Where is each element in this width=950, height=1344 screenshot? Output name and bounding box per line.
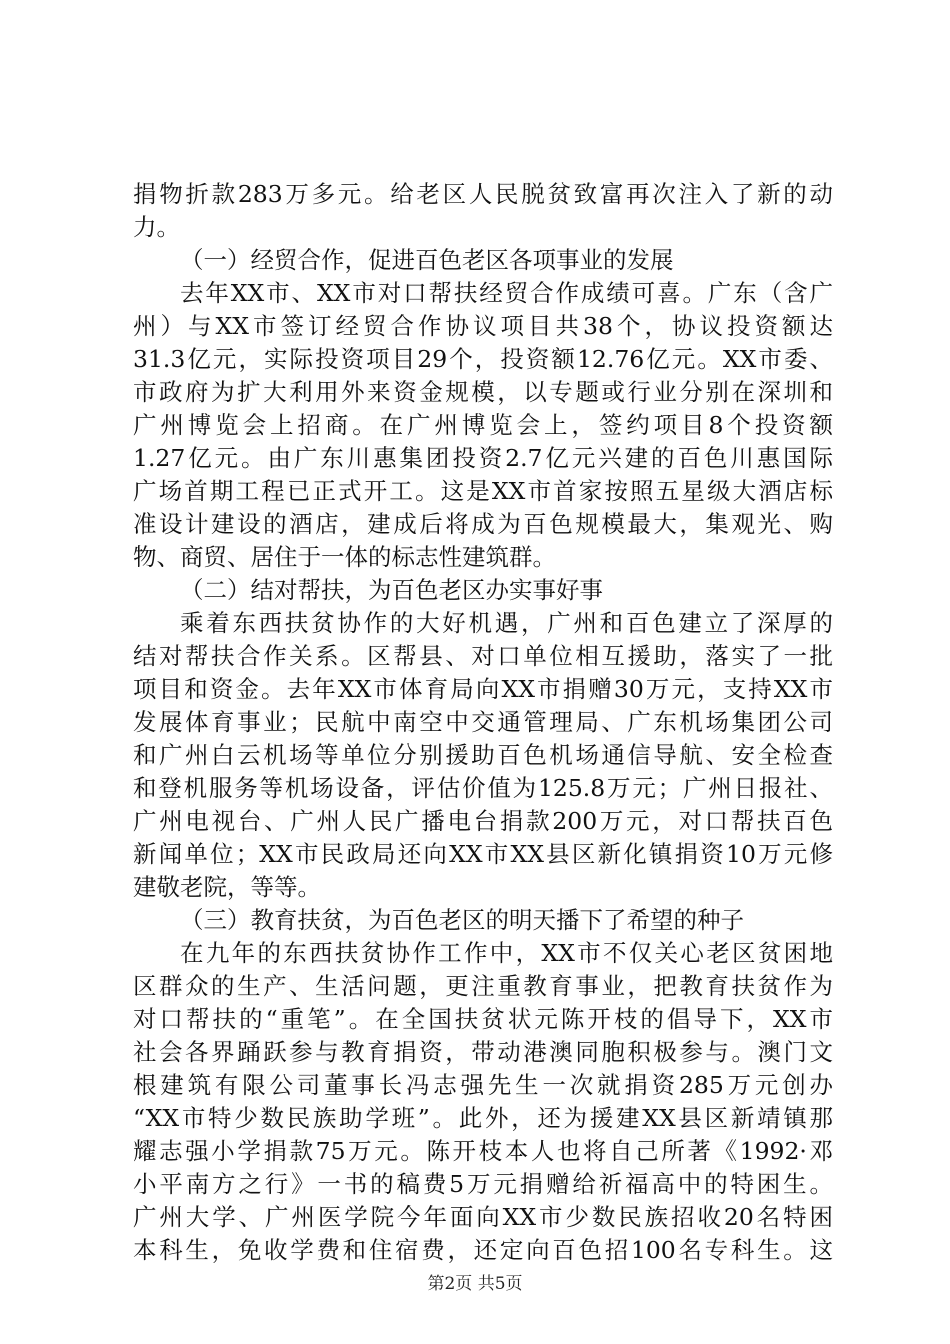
section-heading: （二）结对帮扶，为百色老区办实事好事 bbox=[180, 576, 603, 604]
text-line: 和登机服务等机场设备，评估价值为125.8万元；广州日报社、 bbox=[133, 774, 833, 802]
text-line: 耀志强小学捐款75万元。陈开枝本人也将自己所著《1992·邓 bbox=[133, 1137, 833, 1165]
text-line: 乘着东西扶贫协作的大好机遇，广州和百色建立了深厚的 bbox=[180, 609, 833, 637]
text-line: 本科生，免收学费和住宿费，还定向百色招100名专科生。这 bbox=[133, 1236, 833, 1264]
text-line: 小平南方之行》一书的稿费5万元捐赠给祈福高中的特困生。 bbox=[133, 1170, 833, 1198]
text-line: 对口帮扶的“重笔”。在全国扶贫状元陈开枝的倡导下，XX市 bbox=[133, 1005, 833, 1033]
text-line: 建敬老院，等等。 bbox=[133, 873, 321, 901]
text-line: 项目和资金。去年XX市体育局向XX市捐赠30万元，支持XX市 bbox=[133, 675, 833, 703]
text-line: 广州大学、广州医学院今年面向XX市少数民族招收20名特困 bbox=[133, 1203, 833, 1231]
text-line: 广州电视台、广州人民广播电台捐款200万元，对口帮扶百色 bbox=[133, 807, 833, 835]
text-line: 州）与XX市签订经贸合作协议项目共38个，协议投资额达 bbox=[133, 312, 833, 340]
text-line: 区群众的生产、生活问题，更注重教育事业，把教育扶贫作为 bbox=[133, 972, 833, 1000]
page-number-footer: 第2页 共5页 bbox=[427, 1274, 523, 1294]
text-line: 力。 bbox=[133, 213, 180, 241]
text-line: 结对帮扶合作关系。区帮县、对口单位相互援助，落实了一批 bbox=[133, 642, 833, 670]
document-body bbox=[133, 178, 833, 1267]
text-line: 发展体育事业；民航中南空中交通管理局、广东机场集团公司 bbox=[133, 708, 833, 736]
text-line: 1.27亿元。由广东川惠集团投资2.7亿元兴建的百色川惠国际 bbox=[133, 444, 833, 472]
text-line: 社会各界踊跃参与教育捐资，带动港澳同胞积极参与。澳门文 bbox=[133, 1038, 833, 1066]
text-line: 在九年的东西扶贫协作工作中，XX市不仅关心老区贫困地 bbox=[180, 939, 833, 967]
text-line: 准设计建设的酒店，建成后将成为百色规模最大，集观光、购 bbox=[133, 510, 833, 538]
text-line: 和广州白云机场等单位分别援助百色机场通信导航、安全检查 bbox=[133, 741, 833, 769]
text-line: “XX市特少数民族助学班”。此外，还为援建XX县区新靖镇那 bbox=[133, 1104, 833, 1132]
text-line: 广场首期工程已正式开工。这是XX市首家按照五星级大酒店标 bbox=[133, 477, 833, 505]
section-heading: （一）经贸合作，促进百色老区各项事业的发展 bbox=[180, 246, 674, 274]
section-heading: （三）教育扶贫，为百色老区的明天播下了希望的种子 bbox=[180, 906, 744, 934]
text-line: 31.3亿元，实际投资项目29个，投资额12.76亿元。XX市委、 bbox=[133, 345, 833, 373]
text-line: 去年XX市、XX市对口帮扶经贸合作成绩可喜。广东（含广 bbox=[180, 279, 833, 307]
text-line: 根建筑有限公司董事长冯志强先生一次就捐资285万元创办 bbox=[133, 1071, 833, 1099]
text-line: 新闻单位；XX市民政局还向XX市XX县区新化镇捐资10万元修 bbox=[133, 840, 833, 868]
text-line: 广州博览会上招商。在广州博览会上，签约项目8个投资额 bbox=[133, 411, 833, 439]
text-line: 物、商贸、居住于一体的标志性建筑群。 bbox=[133, 543, 556, 571]
text-line: 捐物折款283万多元。给老区人民脱贫致富再次注入了新的动 bbox=[133, 180, 833, 208]
text-line: 市政府为扩大利用外来资金规模，以专题或行业分别在深圳和 bbox=[133, 378, 833, 406]
